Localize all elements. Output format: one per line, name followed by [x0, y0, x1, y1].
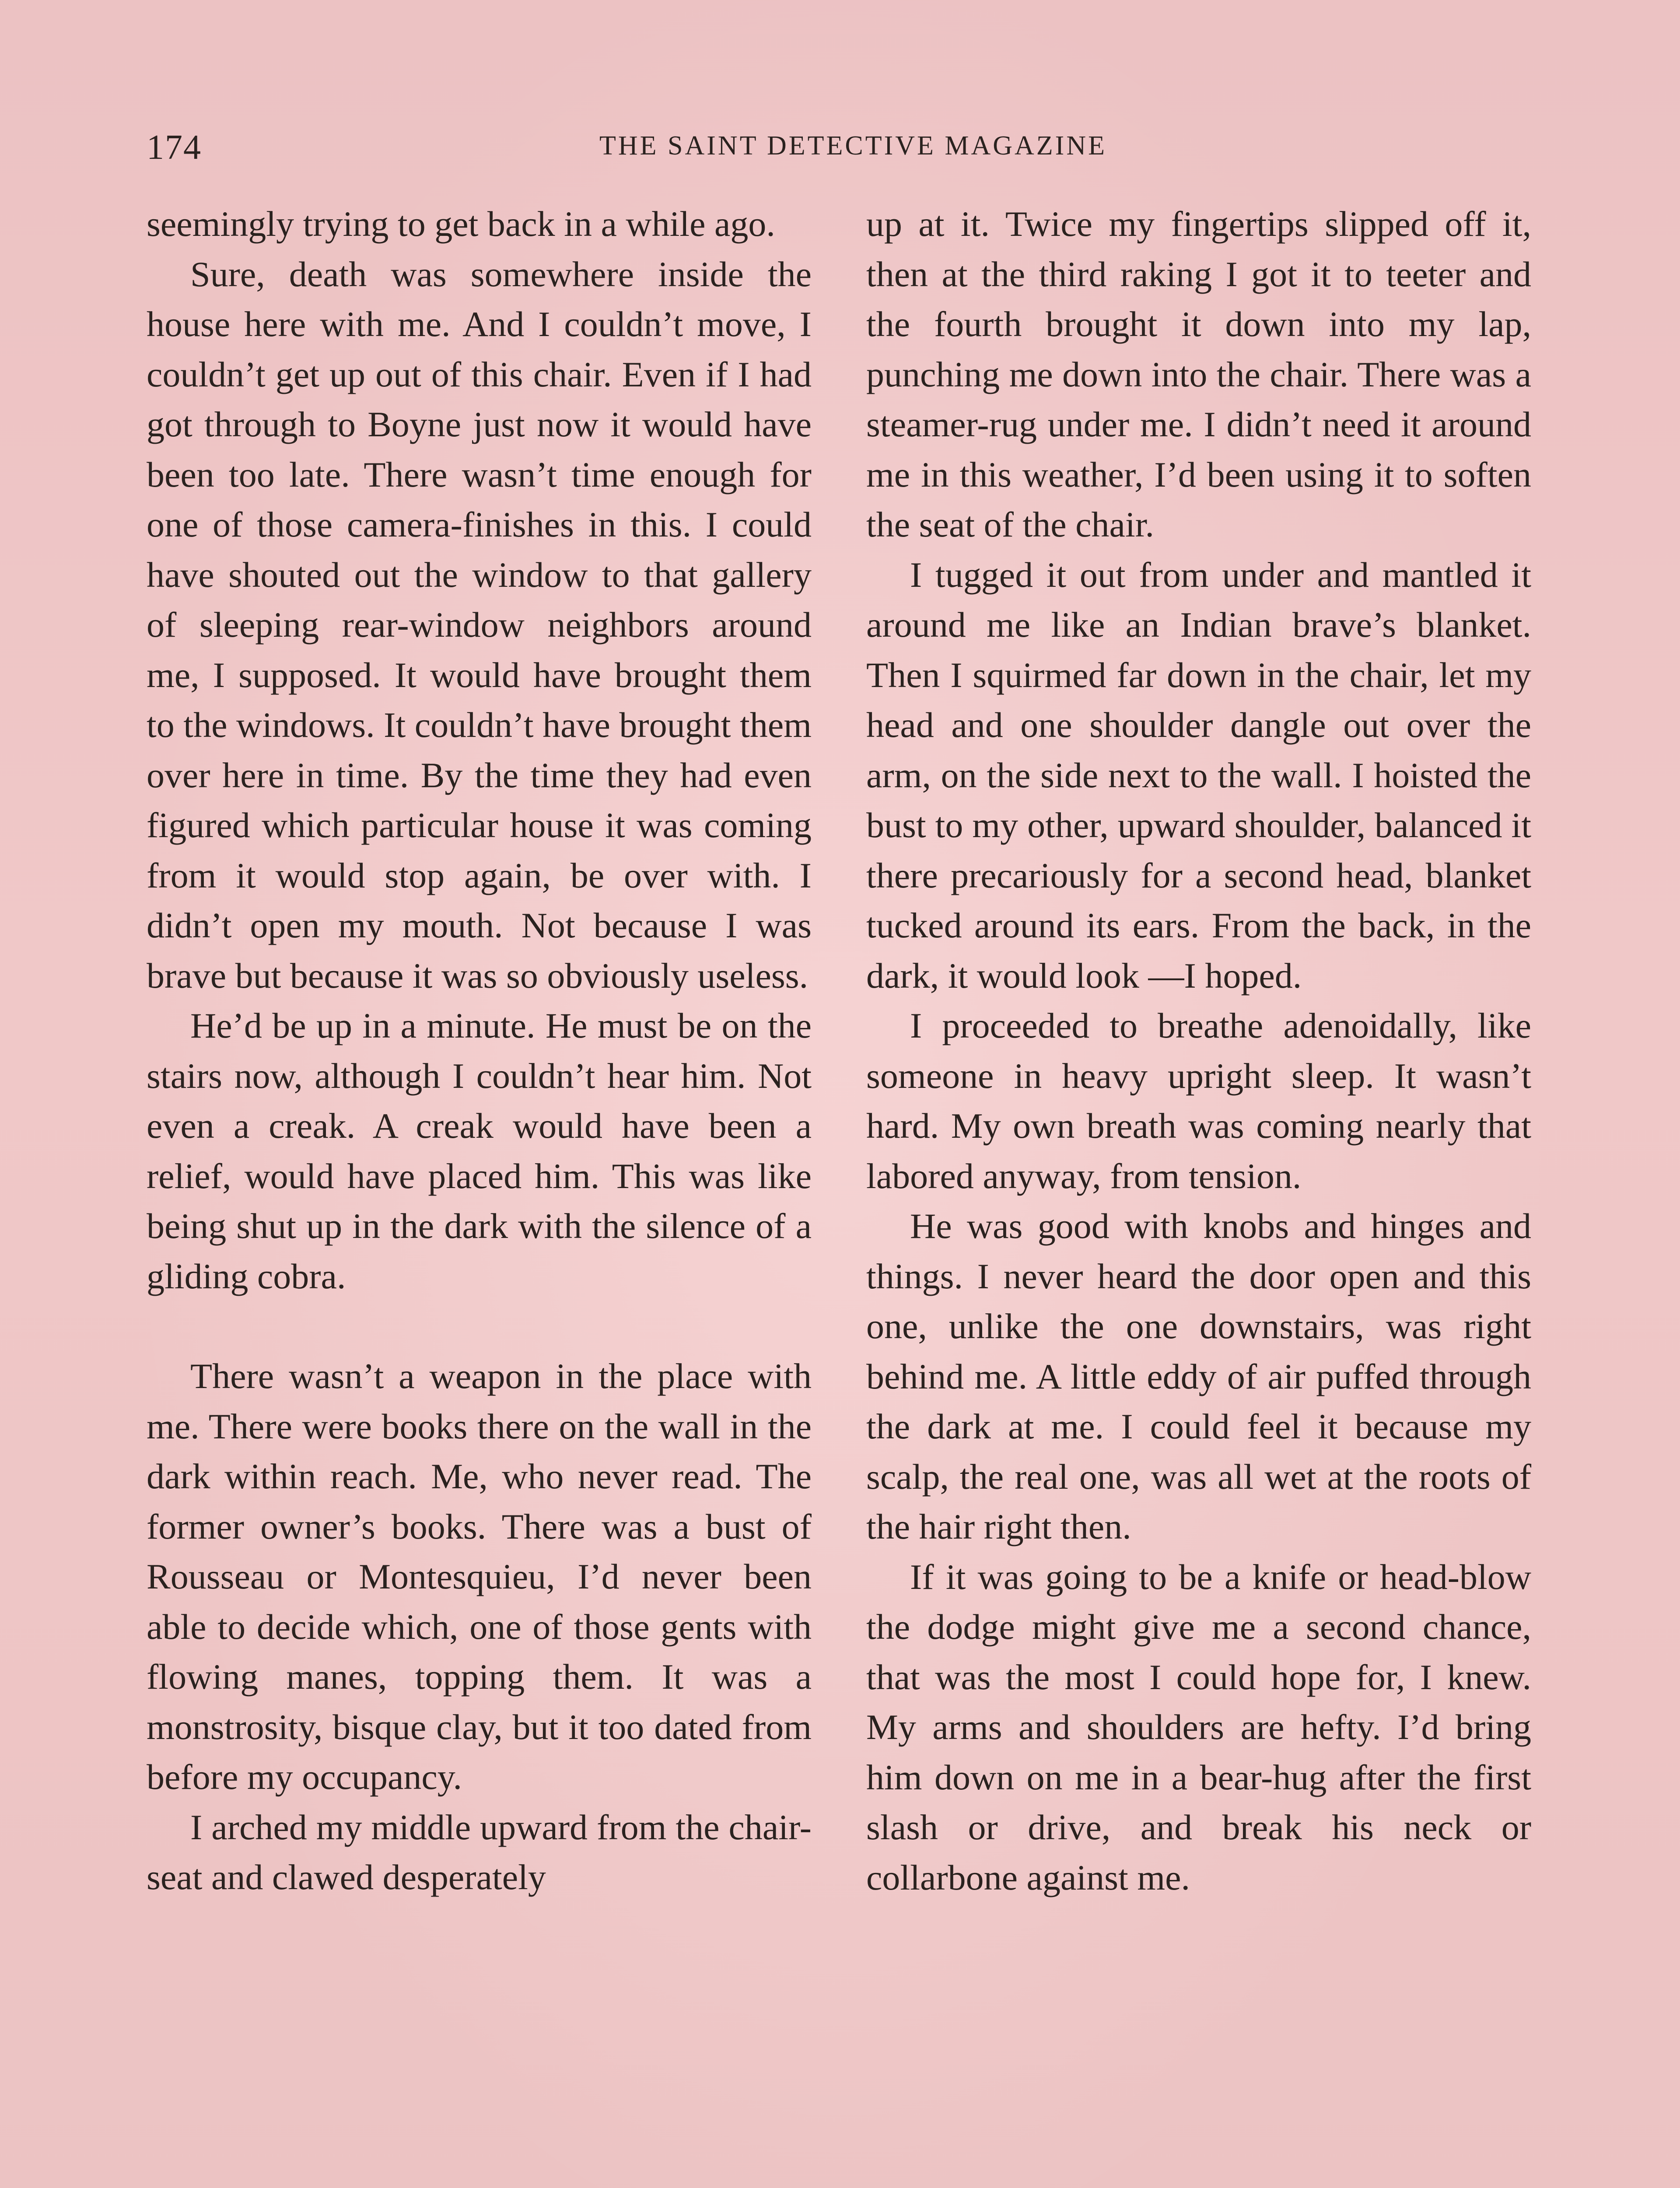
right-column [866, 199, 1531, 1903]
page-header [147, 128, 1533, 180]
paragraph: He was good with knobs and hinges and things. I never heard the door open and this one, unlike the one downstairs, was right behind me. A little eddy of air puffed through the dark at me. I could feel it because my scalp, the real one, was all wet at the roots of the hair right then. [866, 1206, 1531, 1546]
paragraph: Sure, death was somewhere inside the house here with me. And I couldn’t move, I couldn’t get up out of this chair. Even if I had got through to Boyne just now it would have been too late. There wasn’t time enough for one of those camera-finishes in this. I could have shouted out the window to that gallery of sleeping rear-window neighbors around me, I supposed. It would have brought them to the windows. It couldn’t have brought them over here in time. By the time they had even figured which particular house it was coming from it would stop again, be over with. I didn’t open my mouth. Not because I was brave but because it was so obviously useless. [147, 254, 812, 996]
left-column [147, 199, 812, 1903]
paragraph: If it was going to be a knife or head-blow the dodge might give me a second chance, that was the most I could hope for, I knew. My arms and shoulders are hefty. I’d bring him down on me in a bear-hug after the first slash or drive, and break his neck or collarbone against me. [866, 1557, 1531, 1897]
paragraph: I tugged it out from under and mantled it around me like an Indian brave’s blanket. Then I squirmed far down in the chair, let my head and one shoulder dangle out over the arm, on the side next to the wall. I hoisted the bust to my other, upward shoulder, balanced it there precariously for a second head, blanket tucked around its ears. From the back, in the dark, it would look —I hoped. [866, 554, 1531, 996]
paragraph: up at it. Twice my fingertips slipped off it, then at the third raking I got it to teeter and the fourth brought it down into my lap, punching me down into the chair. There was a steamer-rug under me. I didn’t need it around me in this weather, I’d been using it to soften the seat of the chair. [866, 204, 1531, 544]
running-head: THE SAINT DETECTIVE MAGAZINE [599, 131, 1107, 161]
paragraph: I proceeded to breathe adenoidally, like someone in heavy upright sleep. It wasn’t hard. My own breath was coming nearly that labored anyway, from tension. [866, 1006, 1531, 1196]
page-number: 174 [147, 128, 202, 167]
paragraph: There wasn’t a weapon in the place with me. There were books there on the wall in the dark within reach. Me, who never read. The former owner’s books. There was a bust of Rousseau or Montesquieu, I’d never been able to decide which, one of those gents with flowing manes, topping them. It was a monstrosity, bisque clay, but it too dated from before my occupancy. [147, 1356, 812, 1797]
paragraph: seemingly trying to get back in a while ago. [147, 204, 775, 244]
paragraph: I arched my middle upward from the chair-seat and clawed desperately [147, 1807, 812, 1897]
paragraph: He’d be up in a minute. He must be on the stairs now, although I couldn’t hear him. Not even a creak. A creak would have been a relief, would have placed him. This was like being shut up in the dark with the silence of a gliding cobra. [147, 1006, 812, 1296]
